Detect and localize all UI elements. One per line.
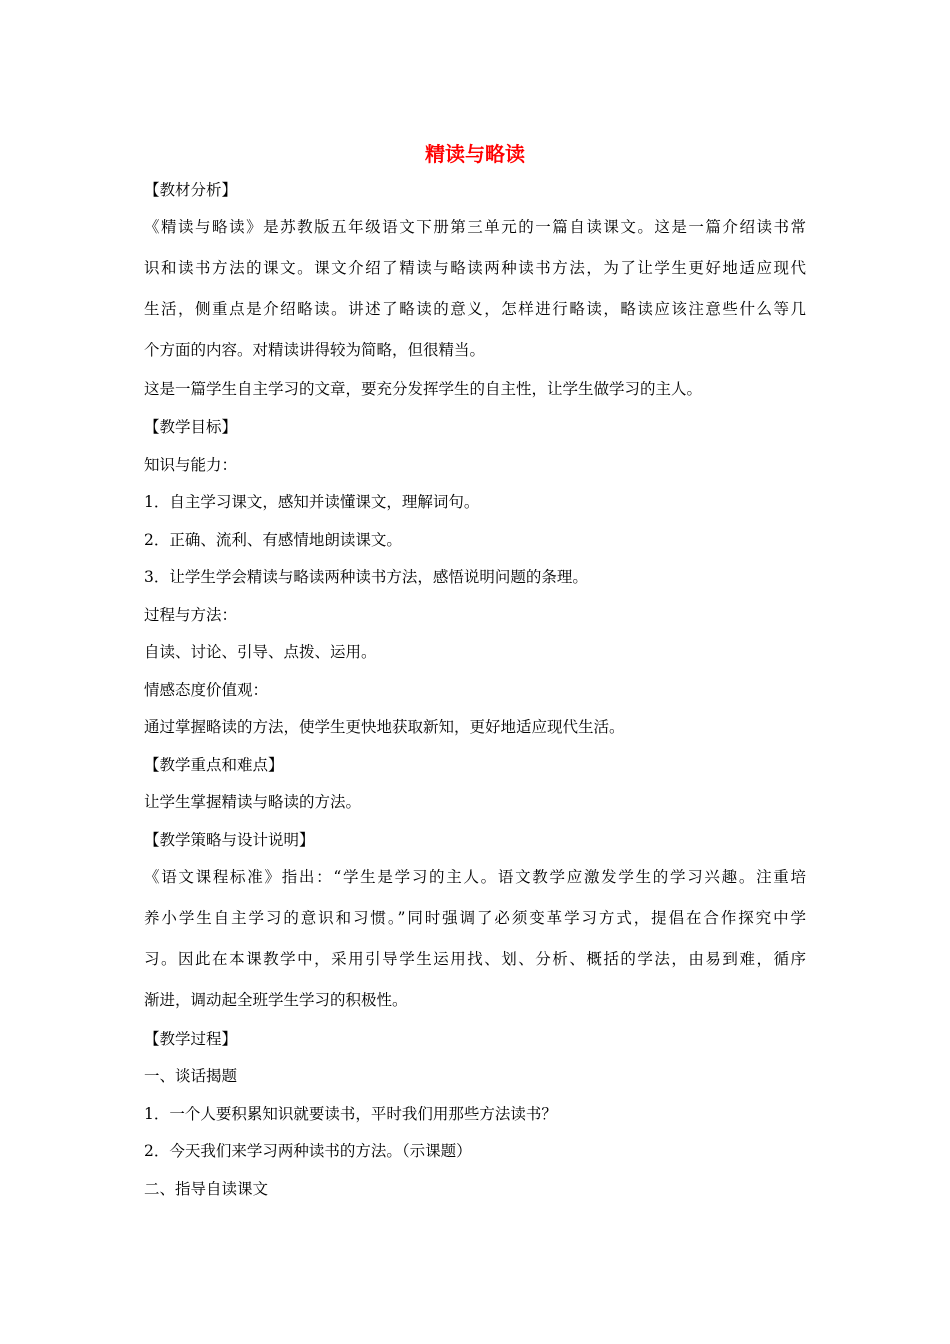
knowledge-label: 知识与能力： [144, 456, 238, 474]
heading-analysis: 【教材分析】 [144, 181, 238, 199]
heading-process: 【教学过程】 [144, 1030, 238, 1048]
analysis-line-4: 个方面的内容。对精读讲得较为简略，但很精当。 [144, 341, 486, 359]
strategy-line-2: 养小学生自主学习的意识和习惯。”同时强调了必须变革学习方式，提倡在合作探究中学 [144, 909, 806, 927]
key-points-text: 让学生掌握精读与略读的方法。 [144, 793, 362, 811]
heading-goals: 【教学目标】 [144, 418, 238, 436]
process-text: 自读、讨论、引导、点拨、运用。 [144, 643, 377, 661]
document-title: 精读与略读 [425, 142, 525, 166]
analysis-line-3: 生活，侧重点是介绍略读。讲述了略读的意义，怎样进行略读，略读应该注意些什么等几 [144, 300, 806, 318]
process-step-1-item-1: 1．一个人要积累知识就要读书，平时我们用那些方法读书？ [144, 1105, 557, 1123]
analysis-line-1: 《精读与略读》是苏教版五年级语文下册第三单元的一篇自读课文。这是一篇介绍读书常 [144, 218, 806, 236]
process-label: 过程与方法： [144, 606, 238, 624]
knowledge-item-1: 1．自主学习课文，感知并读懂课文，理解词句。 [144, 493, 480, 511]
strategy-line-3: 习。因此在本课教学中，采用引导学生运用找、划、分析、概括的学法，由易到难，循序 [144, 950, 806, 968]
analysis-line-2: 识和读书方法的课文。课文介绍了精读与略读两种读书方法，为了让学生更好地适应现代 [144, 259, 806, 277]
knowledge-item-2: 2．正确、流利、有感情地朗读课文。 [144, 531, 402, 549]
analysis-paragraph-2: 这是一篇学生自主学习的文章，要充分发挥学生的自主性，让学生做学习的主人。 [144, 380, 703, 398]
knowledge-item-3: 3．让学生学会精读与略读两种读书方法，感悟说明问题的条理。 [144, 568, 588, 586]
process-step-2: 二、指导自读课文 [144, 1180, 269, 1198]
process-step-1: 一、谈话揭题 [144, 1067, 238, 1085]
heading-strategy: 【教学策略与设计说明】 [144, 831, 315, 849]
emotion-text: 通过掌握略读的方法，使学生更快地获取新知，更好地适应现代生活。 [144, 718, 625, 736]
emotion-label: 情感态度价值观： [144, 681, 269, 699]
strategy-line-4: 渐进，调动起全班学生学习的积极性。 [144, 991, 408, 1009]
process-step-1-item-2: 2．今天我们来学习两种读书的方法。（示课题） [144, 1142, 472, 1160]
strategy-line-1: 《语文课程标准》指出：“学生是学习的主人。语文教学应激发学生的学习兴趣。注重培 [144, 868, 806, 886]
heading-key-points: 【教学重点和难点】 [144, 756, 284, 774]
